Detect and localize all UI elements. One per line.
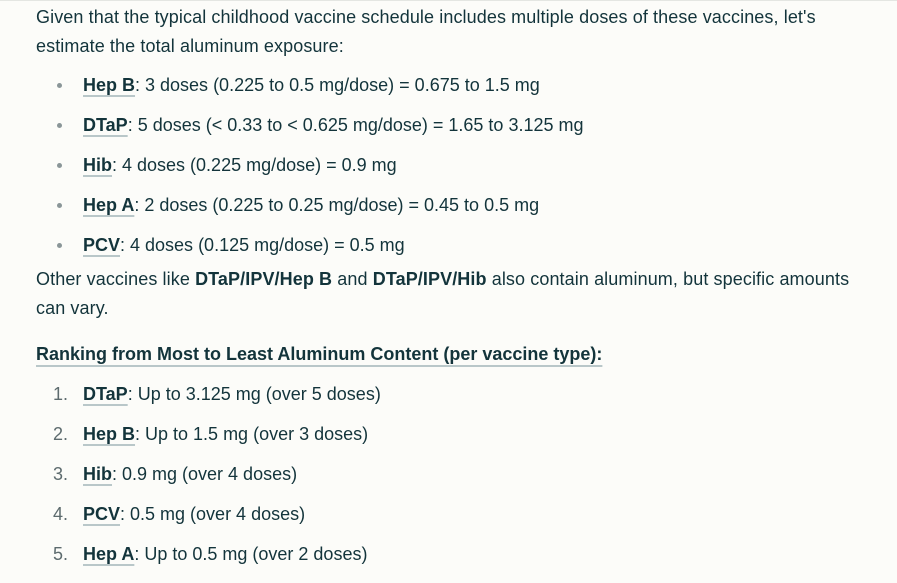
intro-paragraph: Given that the typical childhood vaccine schedule includes multiple doses of these vaccines, let's estimate the total aluminum exposure: xyxy=(36,7,816,56)
list-number: 1. xyxy=(53,384,69,404)
list-item-text: : Up to 1.5 mg (over 3 doses) xyxy=(135,424,369,444)
term-link-pcv[interactable]: PCV xyxy=(83,235,121,255)
list-item-text: : 4 doses (0.225 mg/dose) = 0.9 mg xyxy=(112,155,397,175)
term-link-dtap[interactable]: DTaP xyxy=(83,115,128,135)
list-item xyxy=(36,65,876,105)
term-link-dtap[interactable]: DTaP xyxy=(83,384,128,404)
list-item xyxy=(36,374,876,414)
term-link-hep-a[interactable]: Hep A xyxy=(83,544,135,564)
list-item-text: : 4 doses (0.125 mg/dose) = 0.5 mg xyxy=(120,235,405,255)
list-item-text: : Up to 0.5 mg (over 2 doses) xyxy=(134,544,368,564)
other-middle: and xyxy=(332,269,373,289)
combo-vaccine-2: DTaP/IPV/Hib xyxy=(372,269,487,289)
list-number: 5. xyxy=(53,544,69,564)
other-suffix: also contain aluminum, but specific amounts can vary. xyxy=(36,269,850,318)
list-item-text: : Up to 3.125 mg (over 5 doses) xyxy=(127,384,381,404)
list-item xyxy=(36,414,876,454)
answer-content xyxy=(36,0,876,574)
term-link-hib[interactable]: Hib xyxy=(83,155,112,175)
term-link-hep-b[interactable]: Hep B xyxy=(83,75,136,95)
term-link-pcv[interactable]: PCV xyxy=(83,504,121,524)
list-item xyxy=(36,494,876,534)
term-link-hep-b[interactable]: Hep B xyxy=(83,424,136,444)
list-item-text: : 0.5 mg (over 4 doses) xyxy=(120,504,306,524)
list-number: 4. xyxy=(53,504,69,524)
other-prefix: Other vaccines like xyxy=(36,269,196,289)
list-number: 2. xyxy=(53,424,69,444)
term-link-hep-a[interactable]: Hep A xyxy=(83,195,135,215)
list-item xyxy=(36,105,876,145)
other-vaccines-paragraph xyxy=(36,265,876,323)
list-item xyxy=(36,534,876,574)
list-number: 3. xyxy=(53,464,69,484)
list-item xyxy=(36,454,876,494)
list-item xyxy=(36,185,876,225)
list-item-text: : 2 doses (0.225 to 0.25 mg/dose) = 0.45 to 0.5 mg xyxy=(134,195,540,215)
list-item xyxy=(36,145,876,185)
term-link-hib[interactable]: Hib xyxy=(83,464,112,484)
bullet-dot-icon xyxy=(57,163,62,168)
combo-vaccine-1: DTaP/IPV/Hep B xyxy=(195,269,333,289)
list-item-text: : 3 doses (0.225 to 0.5 mg/dose) = 0.675 to 1.5 mg xyxy=(135,75,540,95)
bullet-dot-icon xyxy=(57,83,62,88)
bullet-dot-icon xyxy=(57,123,62,128)
list-item xyxy=(36,225,876,265)
ranking-heading[interactable]: Ranking from Most to Least Aluminum Content (per vaccine type): xyxy=(36,344,603,364)
ranking-list xyxy=(36,374,876,574)
list-item-text: : 0.9 mg (over 4 doses) xyxy=(112,464,298,484)
dose-estimate-list xyxy=(36,65,876,265)
bullet-dot-icon xyxy=(57,203,62,208)
list-item-text: : 5 doses (< 0.33 to < 0.625 mg/dose) = 1.65 to 3.125 mg xyxy=(127,115,584,135)
bullet-dot-icon xyxy=(57,243,62,248)
